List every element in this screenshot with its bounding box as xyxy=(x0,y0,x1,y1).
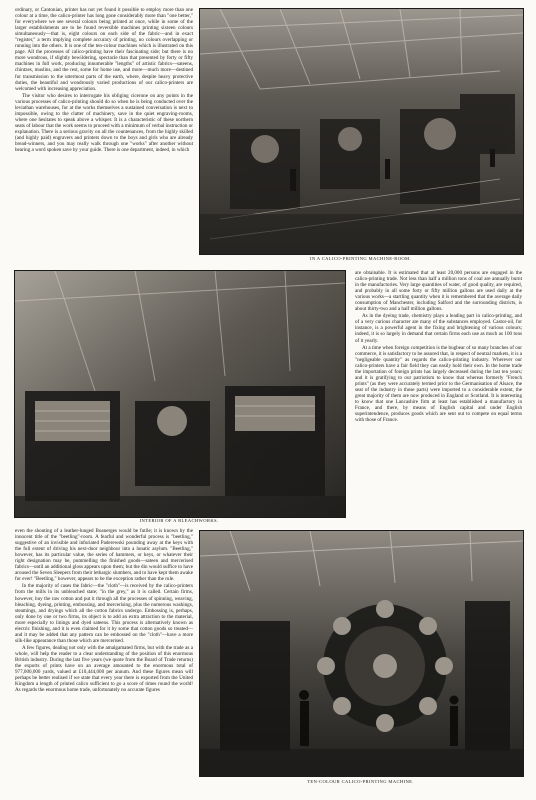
caption-bleachworks: INTERIOR OF A BLEACHWORKS. xyxy=(139,518,219,523)
caption-machine-room: IN A CALICO-PRINTING MACHINE-ROOM. xyxy=(310,256,411,261)
paragraph: The visitor who desires to interrogate his obliging cicerone on any points in the various processes of calico-printing should do so when he is being conducted over the leviathan warehouses, for at the works themselves a sustained conversation is next to impossible, owing to the clatter of machinery, save in the quiet engraving-rooms, where one hesitates to speak above a whisper. It is a characteristic of these northern seats of labour that the work seems to proceed with a minimum of verbal instruction or explanation. There is a serious gravity on all the countenances, from the highly skilled (and highly paid) engravers and printers down to the boys and girls who are already bread-winners, and you may really walk through one "works" after another without hearing a word spoken save by your guide. There is one department, indeed, in which xyxy=(15,92,193,154)
ten-colour-machine-illustration xyxy=(199,530,524,777)
paragraph: ordinary, or Cantonian, printer has not yet found it possible to employ more than one colour at a time, the calico-printer has long gone considerably more than "one better," for everywhere we see several colours being printed at once, while in some of the larger establishments are to be found reversible machines printing sixteen colours simultaneously—that is, eight colours on each side of the fabric—and in exact "register," a term implying complete accuracy of printing, no colours overlapping or running into the others. It is one of the ten-colour machines which is illustrated on this page. All the processes of calico-printing have their fascinating side; but there is no more wondrous, if slightly bewildering, spectacle than that presented by forty or fifty machines in full work, producing innumerable "lengths" of artistic fabrics—sateens, chintzes, muslins, and the rest, some for home use, and more—much more—destined for transmission to the uttermost parts of the earth, where, despite heavy protective duties, the beautiful and wondrously varied productions of our calico-printers are welcomed with increasing appreciation. xyxy=(15,7,193,92)
text-column-top-left xyxy=(15,7,193,260)
paragraph: are obtainable. It is estimated that at least 20,000 persons are engaged in the calico-printing trade. Not less than half a million tons of coal are annually burnt in the manufactories. Very large quantities of water, of good quality, are required, and probably in all some forty or fifty million gallons are used daily at the various works—a startling quantity when it is remembered that the average daily consumption of Manchester, including Salford and the surrounding districts, is about thirty-two and a half million gallons. xyxy=(355,270,522,313)
text-column-mid-right xyxy=(355,270,522,512)
paragraph: As in the dyeing trade, chemistry plays a leading part in calico-printing, and of a very curious character are many of the substances employed. Castor-oil, for instance, is a powerful agent in the fixing and brightening of various colours; indeed, it is so largely in demand that certain firms each use as much as 100 tons of it yearly. xyxy=(355,313,522,344)
bleachworks-illustration xyxy=(14,270,346,518)
paragraph: A few figures, dealing not only with the amalgamated firms, but with the trade as a whole, will help the reader to a clear understanding of the position of this enormous British industry. During the last five years (we quote from the Board of Trade returns) the exports of prints have on an average amounted to the enormous total of 977,000,000 yards, valued at £10,444,000 per annum. And these figures mean will perhaps be better realised if we state that every year there is exported from the United Kingdom a length of printed calico sufficient to go a score of times round the world! As regards the enormous home trade, unfortunately no accurate figures xyxy=(15,644,193,694)
paragraph: At a time when foreign competition is the bugbear of so many branches of our commerce, it is satisfactory to be assured that, in respect of neutral markets, it is a "negligeable quantity" as regards the calico-printing industry. Wherever our calico-printers have a fair field they can easily hold their own. In the home trade the importation of foreign prints has largely decreased during the last ten years; and it is gratifying to our patriotism to know that whereas formerly "French prints" (as they were accurately termed prior to the Germanisation of Alsace, the seat of the industry in those parts) were imported to a considerable extent, the great majority of them are now produced in England or Scotland. It is interesting to know that one Lancashire firm at least has established a manufactory in France, and there, by means of English capital and under English superintendence, produces goods which are sent out to compete on equal terms with those of France. xyxy=(355,344,522,424)
caption-ten-colour-machine: TEN-COLOUR CALICO-PRINTING MACHINE. xyxy=(307,779,414,784)
machine-room-illustration xyxy=(199,8,524,255)
paragraph: In the majority of cases the fabric—the "cloth"—is received by the calico-printers from the mills in its unbleached state; "in the grey," as it is called. Certain firms, however, buy the raw cotton and put it through all the processes of spinning, weaving, bleaching, dyeing, printing, embossing, and mercerising, plus the numerous washings, steamings, and dryings which all the cotton fabrics undergo. Embossing is, perhaps, only done by one or two firms, its object is to add an extra attraction to the material, more especially to linings and dyed sateens. This process is alternatively known as electric finishing, and it is even claimed for it by some that cotton goods so treated—and it may be added that any pattern can be embossed on the "cloth"—have a more silk-like appearance than those which are mercerised. xyxy=(15,583,193,644)
paragraph: even the shouting of a leather-lunged Boanerges would be futile; it is known by the innocent title of the "beetling"-room. A fearful and wonderful process is "beetling," suggestive of an invisible and infuriated Paderewski pounding away at the keys with the full extent of driving his next-door neighbour into a lunatic asylum. "Beetling," however, has its particular value, the series of hammers, or keys, or whatever their right designation may be, pummelling the finished goods—sateen and mercerised fabrics—until an additional gloss appears upon them; but the din would suffice to have aroused the Seven Sleepers from their lethargic slumbers, and to have kept them awake for ever! "Beetling," however, appears to be the exception rather than the rule. xyxy=(15,528,193,583)
text-column-bottom-left xyxy=(15,528,193,791)
